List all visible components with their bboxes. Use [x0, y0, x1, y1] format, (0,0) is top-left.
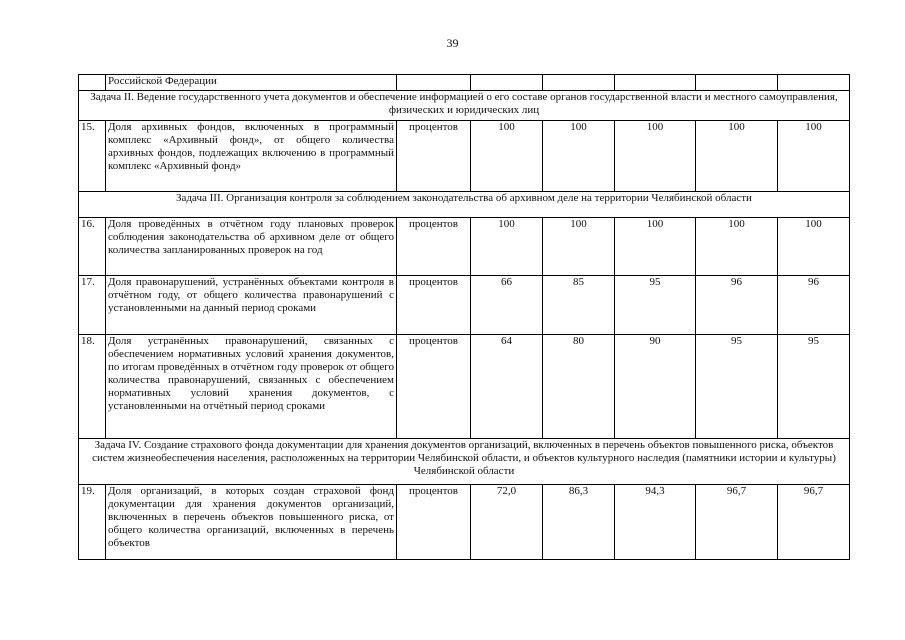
row-number: 19. [79, 485, 106, 560]
unit-cell: процентов [397, 485, 471, 560]
value-cell: 100 [696, 218, 778, 276]
indicator-description: Доля устранённых правонарушений, связанных с обеспечением нормативных условий хранения документов, по итогам проведённых в отчётном году проверок от общего количества правонарушений, связанных с обеспечением нормативных условий хранения документов, с установленными на отчётный период сроками [106, 335, 397, 439]
value-cell: 100 [615, 121, 696, 192]
table-row [79, 218, 850, 276]
row-number: 16. [79, 218, 106, 276]
value-cell: 95 [696, 335, 778, 439]
value-cell [543, 75, 615, 91]
table-row [79, 335, 850, 439]
indicator-description: Доля правонарушений, устранённых объектами контроля в отчётном году, от общего количества правонарушений с установленными на данный период сроками [106, 276, 397, 335]
value-cell: 100 [471, 218, 543, 276]
task-4-heading: Задача IV. Создание страхового фонда документации для хранения документов организаций, включенных в перечень объектов повышенного риска, объектов систем жизнеобеспечения населения, расположенных на территории Челябинской области, и объектов культурного наследия (памятники истории и культуры) Челябинской области [79, 439, 850, 485]
indicator-description: Доля архивных фондов, включенных в программный комплекс «Архивный фонд», от общего количества архивных фондов, подлежащих включению в программный комплекс «Архивный фонд» [106, 121, 397, 192]
unit-cell [397, 75, 471, 91]
value-cell: 95 [615, 276, 696, 335]
task-3-heading: Задача III. Организация контроля за соблюдением законодательства об архивном деле на территории Челябинской области [79, 192, 850, 218]
value-cell [615, 75, 696, 91]
unit-cell: процентов [397, 121, 471, 192]
indicators-table [78, 74, 850, 560]
row-number-cell [79, 75, 106, 91]
value-cell [696, 75, 778, 91]
value-cell: 86,3 [543, 485, 615, 560]
value-cell: 94,3 [615, 485, 696, 560]
page-number: 39 [446, 36, 459, 50]
value-cell: 100 [543, 218, 615, 276]
unit-cell: процентов [397, 276, 471, 335]
unit-cell: процентов [397, 218, 471, 276]
row-number: 15. [79, 121, 106, 192]
table-row [79, 121, 850, 192]
row-number: 17. [79, 276, 106, 335]
value-cell [778, 75, 850, 91]
value-cell: 72,0 [471, 485, 543, 560]
row-number: 18. [79, 335, 106, 439]
value-cell: 100 [778, 218, 850, 276]
task-header-row [79, 91, 850, 121]
value-cell: 96 [778, 276, 850, 335]
table-row [79, 75, 850, 91]
value-cell: 96,7 [696, 485, 778, 560]
task-header-row [79, 192, 850, 218]
value-cell: 85 [543, 276, 615, 335]
indicator-description: Доля проведённых в отчётном году плановых проверок соблюдения законодательства об архивном деле от общего количества запланированных проверок на год [106, 218, 397, 276]
indicator-description: Российской Федерации [106, 75, 397, 91]
task-header-row [79, 439, 850, 485]
value-cell: 100 [778, 121, 850, 192]
value-cell: 96,7 [778, 485, 850, 560]
value-cell: 64 [471, 335, 543, 439]
indicator-description: Доля организаций, в которых создан страховой фонд документации для хранения документов организаций, включенных в перечень объектов повышенного риска, от общего количества организаций, включенных в перечень объектов [106, 485, 397, 560]
value-cell: 100 [615, 218, 696, 276]
table-row [79, 485, 850, 560]
table-row [79, 276, 850, 335]
unit-cell: процентов [397, 335, 471, 439]
value-cell: 100 [696, 121, 778, 192]
value-cell: 66 [471, 276, 543, 335]
value-cell: 95 [778, 335, 850, 439]
value-cell: 90 [615, 335, 696, 439]
value-cell: 100 [543, 121, 615, 192]
value-cell: 100 [471, 121, 543, 192]
value-cell: 80 [543, 335, 615, 439]
task-2-heading: Задача II. Ведение государственного учета документов и обеспечение информацией о его составе органов государственной власти и местного самоуправления, физических и юридических лиц [79, 91, 850, 121]
value-cell: 96 [696, 276, 778, 335]
value-cell [471, 75, 543, 91]
